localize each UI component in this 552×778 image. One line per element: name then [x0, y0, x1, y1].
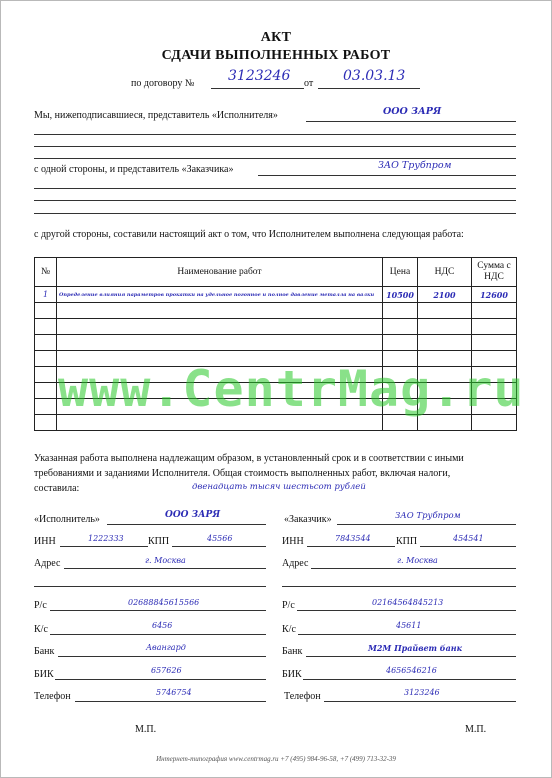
customer-phone: 3123246: [404, 688, 440, 697]
row-total: 12600: [472, 287, 517, 303]
executor-phone-label: Телефон: [34, 691, 71, 702]
executor-address-label: Адрес: [34, 558, 61, 569]
contract-number: 3123246: [228, 68, 291, 84]
intro-statement: с другой стороны, составили настоящий акт о том, что Исполнителем выполнена следующая работа:: [34, 229, 464, 240]
summary-line-1: Указанная работа выполнена надлежащим образом, в установленный срок и в соответствии с иными: [34, 453, 464, 464]
line: [303, 679, 516, 680]
customer-name: ЗАО Трубпром: [395, 511, 461, 521]
contract-prefix: по договору №: [131, 78, 195, 89]
executor-rs: 02688845615566: [128, 598, 200, 607]
row-vat: 2100: [418, 287, 472, 303]
executor-phone: 5746754: [156, 688, 192, 697]
table-row: [35, 319, 517, 335]
line: [298, 634, 516, 635]
customer-rs: 02164564845213: [372, 598, 444, 607]
summary-amount-words: двенадцать тысяч шестьсот рублей: [192, 482, 366, 492]
customer-phone-label: Телефон: [284, 691, 321, 702]
executor-name: ООО ЗАРЯ: [165, 510, 221, 520]
row-work-name: Определение влияния параметров прокатки на удельное погонное и полное давление металла на валки: [57, 287, 383, 303]
customer-stamp: М.П.: [465, 724, 487, 735]
executor-ks-label: К/с: [34, 624, 48, 635]
line: [64, 568, 266, 569]
line: [324, 701, 516, 702]
customer-label: «Заказчик»: [284, 514, 332, 525]
executor-kpp: 45566: [207, 534, 233, 543]
customer-kpp: 454541: [453, 534, 484, 543]
intro-executor-value: ООО ЗАРЯ: [383, 106, 442, 117]
executor-rs-label: Р/с: [34, 600, 47, 611]
line: [58, 656, 266, 657]
line: [306, 656, 516, 657]
line: [107, 524, 266, 525]
customer-address: г. Москва: [397, 556, 438, 565]
line: [75, 701, 266, 702]
table-row: [35, 303, 517, 319]
intro-customer-value: ЗАО Трубпром: [378, 160, 452, 171]
customer-bik: 4656546216: [386, 666, 437, 675]
executor-bik-label: БИК: [34, 669, 54, 680]
line: [34, 146, 516, 147]
intro-customer-text: с одной стороны, и представитель «Заказчика»: [34, 164, 234, 175]
contract-date: 03.03.13: [343, 68, 406, 84]
line: [282, 586, 516, 587]
customer-inn-label: ИНН: [282, 536, 304, 547]
line: [306, 121, 516, 122]
executor-stamp: М.П.: [135, 724, 157, 735]
summary-line-2: требованиями и заданиями Исполнителя. Общая стоимость выполненных работ, включая налоги,: [34, 468, 451, 479]
executor-label: «Исполнитель»: [34, 514, 100, 525]
contract-from-label: от: [304, 78, 314, 89]
contract-date-line: [318, 88, 420, 89]
executor-inn-label: ИНН: [34, 536, 56, 547]
customer-ks-label: К/с: [282, 624, 296, 635]
executor-bank: Авангард: [146, 643, 186, 652]
line: [34, 134, 516, 135]
line: [307, 546, 395, 547]
col-vat-header: НДС: [418, 258, 472, 287]
executor-bank-label: Банк: [34, 646, 55, 657]
line: [60, 546, 148, 547]
line: [50, 634, 266, 635]
line: [34, 158, 516, 159]
line: [420, 546, 516, 547]
document-subtitle: СДАЧИ ВЫПОЛНЕННЫХ РАБОТ: [161, 48, 391, 63]
executor-inn: 1222333: [88, 534, 124, 543]
customer-kpp-label: КПП: [396, 536, 418, 547]
customer-bik-label: БИК: [282, 669, 302, 680]
contract-number-line: [211, 88, 304, 89]
customer-inn: 7843544: [335, 534, 371, 543]
table-row: [35, 287, 517, 303]
col-price-header: Цена: [383, 258, 418, 287]
executor-bik: 657626: [151, 666, 182, 675]
watermark: www.CentrMag.ru: [58, 360, 525, 418]
line: [34, 200, 516, 201]
customer-rs-label: Р/с: [282, 600, 295, 611]
executor-address: г. Москва: [145, 556, 186, 565]
line: [55, 679, 266, 680]
line: [258, 175, 516, 176]
line: [34, 213, 516, 214]
line: [50, 610, 266, 611]
col-number-header: №: [35, 258, 57, 287]
customer-bank: М2М Прайвет банк: [368, 643, 463, 653]
summary-line-3: составила:: [34, 483, 80, 494]
executor-ks: 6456: [152, 621, 173, 630]
footer-print-info: Интернет-типография www.centrmag.ru +7 (495) 984-96-58, +7 (499) 713-32-39: [156, 755, 396, 763]
table-row: [35, 335, 517, 351]
col-total-header: Сумма с НДС: [472, 258, 517, 287]
customer-ks: 45611: [396, 621, 422, 630]
line: [337, 524, 516, 525]
row-price: 10500: [383, 287, 418, 303]
intro-executor-text: Мы, нижеподписавшиеся, представитель «Исполнителя»: [34, 110, 278, 121]
customer-address-label: Адрес: [282, 558, 309, 569]
line: [172, 546, 266, 547]
line: [34, 188, 516, 189]
executor-kpp-label: КПП: [148, 536, 170, 547]
customer-bank-label: Банк: [282, 646, 303, 657]
row-number: 1: [35, 287, 57, 303]
document-title: АКТ: [260, 30, 292, 45]
table-header-row: [35, 258, 517, 287]
line: [311, 568, 516, 569]
col-name-header: Наименование работ: [57, 258, 383, 287]
line: [297, 610, 516, 611]
line: [34, 586, 266, 587]
